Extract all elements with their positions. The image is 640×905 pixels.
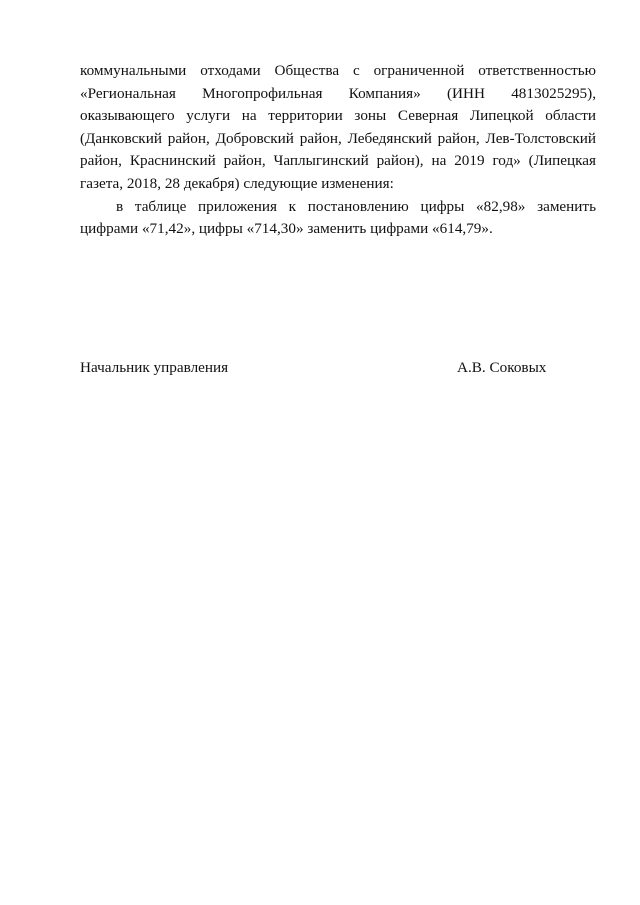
signatory-name: А.В. Соковых (457, 359, 547, 376)
paragraph-amendment-preamble: коммунальными отходами Общества с ограниченной ответственностью «Региональная Многопрофильная Компания» (ИНН 4813025295), оказывающего услуги на территории зоны Северная Липецкой области (Данковский район, Добровский район, Лебедянский район, Лев-Толстовский район, Краснинский район, Чаплыгинский район), на 2019 год» (Липецкая газета, 2018, 28 декабря) следующие изменения: (80, 62, 596, 192)
paragraph-amendment-change: в таблице приложения к постановлению цифры «82,98» заменить цифрами «71,42», цифры «714,30» заменить цифрами «614,79». (80, 197, 596, 238)
signature-block (80, 357, 550, 381)
signatory-title: Начальник управления (80, 359, 229, 376)
document-body (80, 60, 596, 241)
